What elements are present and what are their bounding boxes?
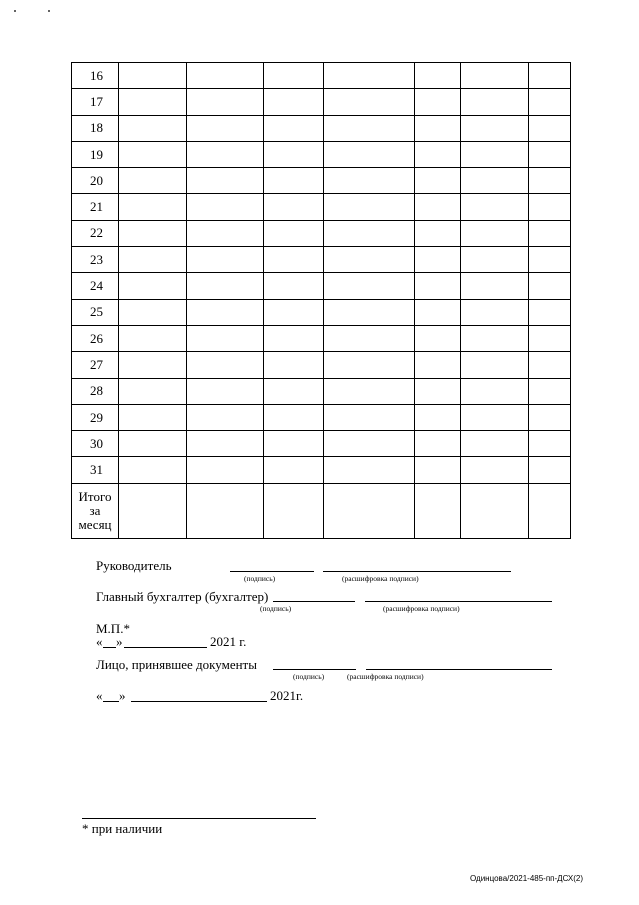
empty-cell bbox=[264, 247, 324, 273]
footnote-separator bbox=[82, 818, 316, 819]
empty-cell bbox=[264, 325, 324, 351]
day-number-cell: 22 bbox=[72, 220, 119, 246]
empty-cell bbox=[187, 431, 264, 457]
table-row bbox=[72, 194, 571, 220]
empty-cell bbox=[529, 115, 571, 141]
empty-cell bbox=[529, 63, 571, 89]
empty-cell bbox=[119, 325, 187, 351]
empty-cell bbox=[187, 194, 264, 220]
footnote-text: * при наличии bbox=[82, 821, 163, 836]
empty-cell bbox=[264, 194, 324, 220]
empty-cell bbox=[187, 325, 264, 351]
head-sign-caption: (подпись) bbox=[244, 574, 276, 583]
empty-cell bbox=[461, 431, 529, 457]
empty-cell bbox=[461, 141, 529, 167]
day-number-cell: 18 bbox=[72, 115, 119, 141]
table-row bbox=[72, 299, 571, 325]
day-number-cell: 17 bbox=[72, 89, 119, 115]
empty-cell bbox=[324, 273, 415, 299]
empty-cell bbox=[529, 247, 571, 273]
empty-cell bbox=[324, 483, 415, 538]
day-number-cell: 24 bbox=[72, 273, 119, 299]
empty-cell bbox=[529, 299, 571, 325]
receiver-sign-caption: (подпись) bbox=[293, 672, 325, 681]
empty-cell bbox=[415, 273, 461, 299]
empty-cell bbox=[461, 404, 529, 430]
receiver-label: Лицо, принявшее документы bbox=[96, 657, 257, 672]
empty-cell bbox=[187, 247, 264, 273]
empty-cell bbox=[187, 89, 264, 115]
empty-cell bbox=[264, 483, 324, 538]
day-number-cell: 25 bbox=[72, 299, 119, 325]
date-year: 2021 г. bbox=[210, 634, 247, 649]
empty-cell bbox=[119, 457, 187, 483]
empty-cell bbox=[264, 299, 324, 325]
empty-cell bbox=[461, 273, 529, 299]
daily-record-table bbox=[71, 62, 571, 539]
empty-cell bbox=[187, 457, 264, 483]
head-signature-line bbox=[230, 571, 314, 572]
stamp-label: М.П.* bbox=[96, 621, 130, 636]
empty-cell bbox=[529, 273, 571, 299]
scan-mark bbox=[14, 10, 16, 12]
empty-cell bbox=[461, 325, 529, 351]
empty-cell bbox=[324, 63, 415, 89]
day-number-cell: 26 bbox=[72, 325, 119, 351]
empty-cell bbox=[461, 483, 529, 538]
empty-cell bbox=[529, 89, 571, 115]
table-body bbox=[72, 63, 571, 539]
empty-cell bbox=[415, 378, 461, 404]
date-close-quote: » bbox=[116, 634, 123, 649]
date2-month-line bbox=[131, 701, 267, 702]
empty-cell bbox=[415, 431, 461, 457]
empty-cell bbox=[324, 457, 415, 483]
empty-cell bbox=[119, 483, 187, 538]
empty-cell bbox=[187, 141, 264, 167]
empty-cell bbox=[324, 404, 415, 430]
empty-cell bbox=[415, 141, 461, 167]
receiver-decode-caption: (расшифровка подписи) bbox=[347, 672, 424, 681]
empty-cell bbox=[119, 141, 187, 167]
empty-cell bbox=[324, 431, 415, 457]
empty-cell bbox=[264, 63, 324, 89]
empty-cell bbox=[529, 168, 571, 194]
empty-cell bbox=[119, 378, 187, 404]
empty-cell bbox=[324, 194, 415, 220]
empty-cell bbox=[415, 299, 461, 325]
empty-cell bbox=[187, 220, 264, 246]
empty-cell bbox=[529, 457, 571, 483]
empty-cell bbox=[415, 89, 461, 115]
empty-cell bbox=[324, 378, 415, 404]
empty-cell bbox=[324, 352, 415, 378]
empty-cell bbox=[529, 431, 571, 457]
empty-cell bbox=[187, 352, 264, 378]
empty-cell bbox=[529, 404, 571, 430]
empty-cell bbox=[119, 63, 187, 89]
empty-cell bbox=[264, 141, 324, 167]
empty-cell bbox=[264, 115, 324, 141]
empty-cell bbox=[415, 404, 461, 430]
empty-cell bbox=[119, 431, 187, 457]
empty-cell bbox=[187, 378, 264, 404]
table-row bbox=[72, 378, 571, 404]
empty-cell bbox=[415, 483, 461, 538]
head-decode-line bbox=[323, 571, 511, 572]
day-number-cell: 19 bbox=[72, 141, 119, 167]
empty-cell bbox=[324, 141, 415, 167]
receiver-signature-line bbox=[273, 669, 356, 670]
empty-cell bbox=[324, 89, 415, 115]
empty-cell bbox=[529, 325, 571, 351]
empty-cell bbox=[529, 141, 571, 167]
total-label-text: Итого bbox=[78, 488, 112, 504]
table-row bbox=[72, 247, 571, 273]
empty-cell bbox=[461, 63, 529, 89]
chief-accountant-decode-line bbox=[365, 601, 552, 602]
empty-cell bbox=[529, 378, 571, 404]
empty-cell bbox=[264, 352, 324, 378]
scan-mark bbox=[48, 10, 50, 12]
empty-cell bbox=[461, 378, 529, 404]
empty-cell bbox=[415, 63, 461, 89]
empty-cell bbox=[119, 273, 187, 299]
empty-cell bbox=[119, 115, 187, 141]
empty-cell bbox=[264, 431, 324, 457]
empty-cell bbox=[264, 220, 324, 246]
empty-cell bbox=[461, 89, 529, 115]
empty-cell bbox=[119, 89, 187, 115]
empty-cell bbox=[324, 299, 415, 325]
chief-accountant-decode-caption: (расшифровка подписи) bbox=[383, 604, 460, 613]
empty-cell bbox=[264, 457, 324, 483]
empty-cell bbox=[264, 378, 324, 404]
empty-cell bbox=[415, 325, 461, 351]
date-open-quote: « bbox=[96, 634, 103, 649]
table-row bbox=[72, 141, 571, 167]
empty-cell bbox=[264, 273, 324, 299]
table-row bbox=[72, 220, 571, 246]
empty-cell bbox=[119, 194, 187, 220]
empty-cell bbox=[324, 115, 415, 141]
table-row bbox=[72, 168, 571, 194]
empty-cell bbox=[324, 168, 415, 194]
table-row bbox=[72, 325, 571, 351]
empty-cell bbox=[461, 352, 529, 378]
date2-year: 2021г. bbox=[270, 688, 304, 703]
empty-cell bbox=[415, 115, 461, 141]
empty-cell bbox=[187, 273, 264, 299]
empty-cell bbox=[461, 194, 529, 220]
empty-cell bbox=[415, 457, 461, 483]
empty-cell bbox=[324, 220, 415, 246]
empty-cell bbox=[461, 168, 529, 194]
table-row bbox=[72, 431, 571, 457]
total-label-text: за bbox=[89, 502, 101, 518]
empty-cell bbox=[119, 352, 187, 378]
head-decode-caption: (расшифровка подписи) bbox=[342, 574, 419, 583]
date-month-line bbox=[124, 647, 207, 648]
day-number-cell: 31 bbox=[72, 457, 119, 483]
empty-cell bbox=[415, 220, 461, 246]
empty-cell bbox=[415, 352, 461, 378]
table-row bbox=[72, 89, 571, 115]
table-row bbox=[72, 457, 571, 483]
empty-cell bbox=[529, 352, 571, 378]
empty-cell bbox=[187, 404, 264, 430]
empty-cell bbox=[529, 194, 571, 220]
total-label-text: месяц bbox=[78, 516, 112, 532]
chief-accountant-sign-caption: (подпись) bbox=[260, 604, 292, 613]
table-row bbox=[72, 63, 571, 89]
chief-accountant-label: Главный бухгалтер (бухгалтер) bbox=[96, 589, 269, 604]
document-id: Одинцова/2021-485-пп-ДСХ(2) bbox=[470, 874, 584, 883]
table-row bbox=[72, 115, 571, 141]
empty-cell bbox=[119, 247, 187, 273]
day-number-cell: 20 bbox=[72, 168, 119, 194]
date2-open-quote: « bbox=[96, 688, 103, 703]
empty-cell bbox=[264, 404, 324, 430]
empty-cell bbox=[187, 483, 264, 538]
chief-accountant-signature-line bbox=[273, 601, 355, 602]
day-number-cell: 29 bbox=[72, 404, 119, 430]
date-day-line bbox=[103, 647, 116, 648]
day-number-cell: 28 bbox=[72, 378, 119, 404]
head-label: Руководитель bbox=[96, 558, 172, 573]
empty-cell bbox=[119, 220, 187, 246]
total-row bbox=[72, 483, 571, 538]
empty-cell bbox=[324, 247, 415, 273]
empty-cell bbox=[187, 168, 264, 194]
day-number-cell: 23 bbox=[72, 247, 119, 273]
day-number-cell: 30 bbox=[72, 431, 119, 457]
receiver-decode-line bbox=[366, 669, 552, 670]
empty-cell bbox=[119, 404, 187, 430]
empty-cell bbox=[415, 247, 461, 273]
table-row bbox=[72, 404, 571, 430]
table-row bbox=[72, 352, 571, 378]
total-label-cell bbox=[72, 483, 119, 538]
empty-cell bbox=[324, 325, 415, 351]
table-row bbox=[72, 273, 571, 299]
empty-cell bbox=[461, 220, 529, 246]
empty-cell bbox=[415, 168, 461, 194]
day-number-cell: 16 bbox=[72, 63, 119, 89]
empty-cell bbox=[187, 63, 264, 89]
empty-cell bbox=[529, 483, 571, 538]
empty-cell bbox=[461, 299, 529, 325]
empty-cell bbox=[187, 115, 264, 141]
empty-cell bbox=[529, 220, 571, 246]
date2-day-line bbox=[103, 701, 119, 702]
date2-close-quote: » bbox=[119, 688, 126, 703]
empty-cell bbox=[461, 247, 529, 273]
day-number-cell: 27 bbox=[72, 352, 119, 378]
empty-cell bbox=[264, 89, 324, 115]
day-number-cell: 21 bbox=[72, 194, 119, 220]
empty-cell bbox=[415, 194, 461, 220]
empty-cell bbox=[187, 299, 264, 325]
empty-cell bbox=[119, 299, 187, 325]
empty-cell bbox=[264, 168, 324, 194]
empty-cell bbox=[461, 115, 529, 141]
empty-cell bbox=[119, 168, 187, 194]
empty-cell bbox=[461, 457, 529, 483]
